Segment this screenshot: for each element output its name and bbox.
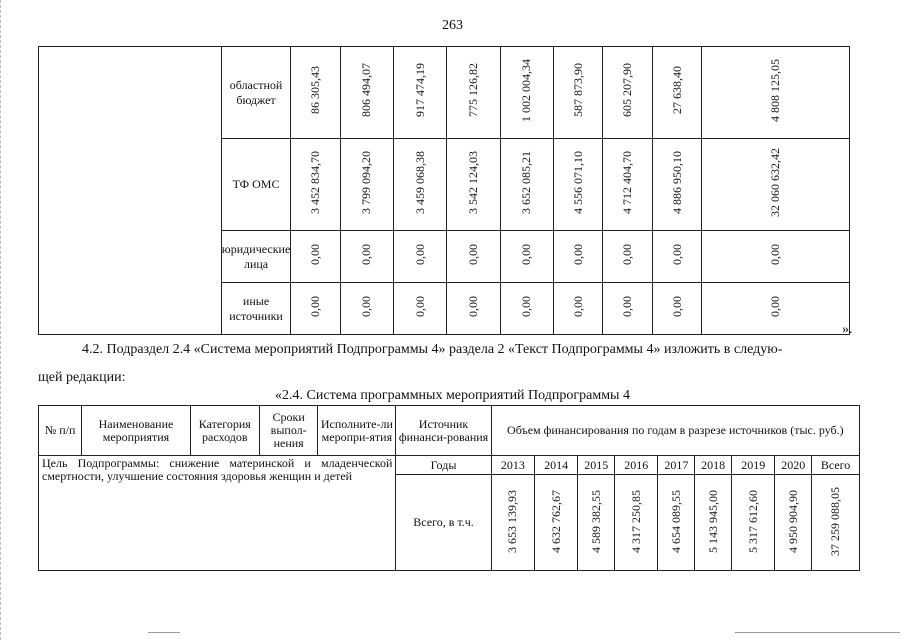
value-text: 1 002 004,34 [519,58,534,122]
value-text: 3 799 094,20 [359,150,374,214]
program-activities-table [38,405,860,571]
value-cell [603,47,652,139]
value-cell [447,139,500,231]
value-cell [603,139,652,231]
value-cell [500,231,553,283]
funding-sources-table [38,46,850,335]
value-text: 4 886 950,10 [669,150,684,214]
blank-cell [39,47,222,335]
year-header: 2015 [578,456,615,475]
source-label: ТФ ОМС [221,139,290,231]
header-executors: Исполните-ли меропри-ятия [318,406,396,456]
header-source: Источник финанси-рования [396,406,491,456]
page-number: 263 [442,18,463,33]
value-cell [394,47,447,139]
value-cell [340,231,393,283]
value-cell [603,231,652,283]
value-cell [500,283,553,335]
total-value-cell [732,475,775,571]
year-header: 2013 [491,456,534,475]
header-terms: Сроки выпол-нения [259,406,317,456]
value-text: 0,00 [620,295,635,317]
value-text: 806 494,07 [359,63,374,117]
value-text: 0,00 [466,243,480,265]
paragraph-line-1: 4.2. Подраздел 2.4 «Система мероприятий Подпрограммы 4» раздела 2 «Текст Подпрограммы 4» изложить в следую- [82,342,783,357]
value-text: 3 459 068,38 [412,150,427,214]
value-cell [652,283,701,335]
total-value-cell [695,475,732,571]
total-value-cell [535,475,578,571]
value-cell [340,47,393,139]
value-cell [554,47,603,139]
value-text: 0,00 [307,295,322,317]
year-header: 2014 [535,456,578,475]
value-text: 0,00 [570,243,585,265]
value-cell [291,283,340,335]
value-text: 4 712 404,70 [620,150,635,214]
value-cell [340,139,393,231]
value-text: 0,00 [669,295,684,317]
value-cell [394,139,447,231]
value-text: 0,00 [620,243,635,265]
paragraph-line-2: щей редакции: [38,370,126,385]
value-cell [652,231,701,283]
year-header: 2017 [658,456,695,475]
value-text: 0,00 [519,243,534,265]
footer-rule-left [148,632,180,633]
source-label: областной бюджет [221,47,290,139]
value-cell [500,139,553,231]
value-cell [291,47,340,139]
value-cell [447,231,500,283]
value-text: 86 305,43 [307,66,322,114]
funding-row [39,47,850,139]
total-value-text: 4 589 382,55 [588,489,603,553]
year-header: 2018 [695,456,732,475]
value-text: 27 638,40 [669,66,684,114]
value-cell [394,231,447,283]
total-value-text: 4 632 762,67 [548,489,563,553]
value-cell [702,139,850,231]
total-value-text: 4 950 904,90 [785,489,800,553]
value-cell [291,139,340,231]
value-text: 0,00 [412,295,427,317]
value-text: 0,00 [768,243,783,265]
year-header: Всего [812,456,860,475]
value-cell [702,283,850,335]
value-cell [291,231,340,283]
year-header: 2020 [775,456,812,475]
years-label: Годы [396,456,491,475]
value-cell [554,139,603,231]
total-label: Всего, в т.ч. [396,475,491,571]
value-cell [554,283,603,335]
value-text: 0,00 [570,295,585,317]
value-text: 0,00 [359,295,374,317]
value-text: 775 126,82 [466,63,480,117]
section-title: «2.4. Система программных мероприятий Подпрограммы 4 [275,388,630,403]
total-value-cell [775,475,812,571]
total-value-text: 37 259 088,05 [828,486,843,556]
footer-rule-right [735,632,900,633]
value-text: 605 207,90 [620,63,635,117]
value-cell [554,231,603,283]
value-cell [447,283,500,335]
header-num: № п/п [39,406,82,456]
header-name: Наименование мероприятия [82,406,190,456]
value-text: 0,00 [359,243,374,265]
value-cell [500,47,553,139]
value-cell [603,283,652,335]
year-header: 2019 [732,456,775,475]
value-text: 3 542 124,03 [466,150,480,214]
value-text: 0,00 [519,295,534,317]
source-label: иные источники [221,283,290,335]
value-text: 917 474,19 [412,63,427,117]
total-value-cell [658,475,695,571]
total-value-cell [615,475,658,571]
total-value-text: 5 143 945,00 [705,489,720,553]
value-cell [394,283,447,335]
total-value-text: 5 317 612,60 [745,489,760,553]
value-cell [340,283,393,335]
value-cell [702,231,850,283]
value-text: 0,00 [307,243,322,265]
total-value-text: 4 654 089,55 [668,489,683,553]
value-text: 3 652 085,21 [519,150,534,214]
total-value-text: 4 317 250,85 [628,489,643,553]
value-cell [652,47,701,139]
value-text: 0,00 [768,295,783,317]
source-label: юридические лица [221,231,290,283]
total-value-cell [578,475,615,571]
closing-mark: ». [842,322,853,337]
value-text: 4 808 125,05 [768,58,783,122]
goal-text: Цель Подпрограммы: снижение материнской и младенческой смертности, улучшение состояния здоровья женщин и детей [39,456,396,571]
value-text: 0,00 [412,243,427,265]
value-text: 4 556 071,10 [570,150,585,214]
value-text: 0,00 [669,243,684,265]
value-text: 0,00 [466,295,480,317]
value-text: 3 452 834,70 [307,150,322,214]
value-text: 587 873,90 [570,63,585,117]
value-cell [702,47,850,139]
value-cell [652,139,701,231]
total-value-text: 3 653 139,93 [505,489,520,553]
total-value-cell [491,475,534,571]
value-cell [447,47,500,139]
value-text: 32 060 632,42 [768,147,783,217]
margin-rule [0,0,2,640]
header-volume: Объем финансирования по годам в разрезе источников (тыс. руб.) [491,406,859,456]
header-category: Категория расходов [190,406,259,456]
year-header: 2016 [615,456,658,475]
total-value-cell [812,475,860,571]
